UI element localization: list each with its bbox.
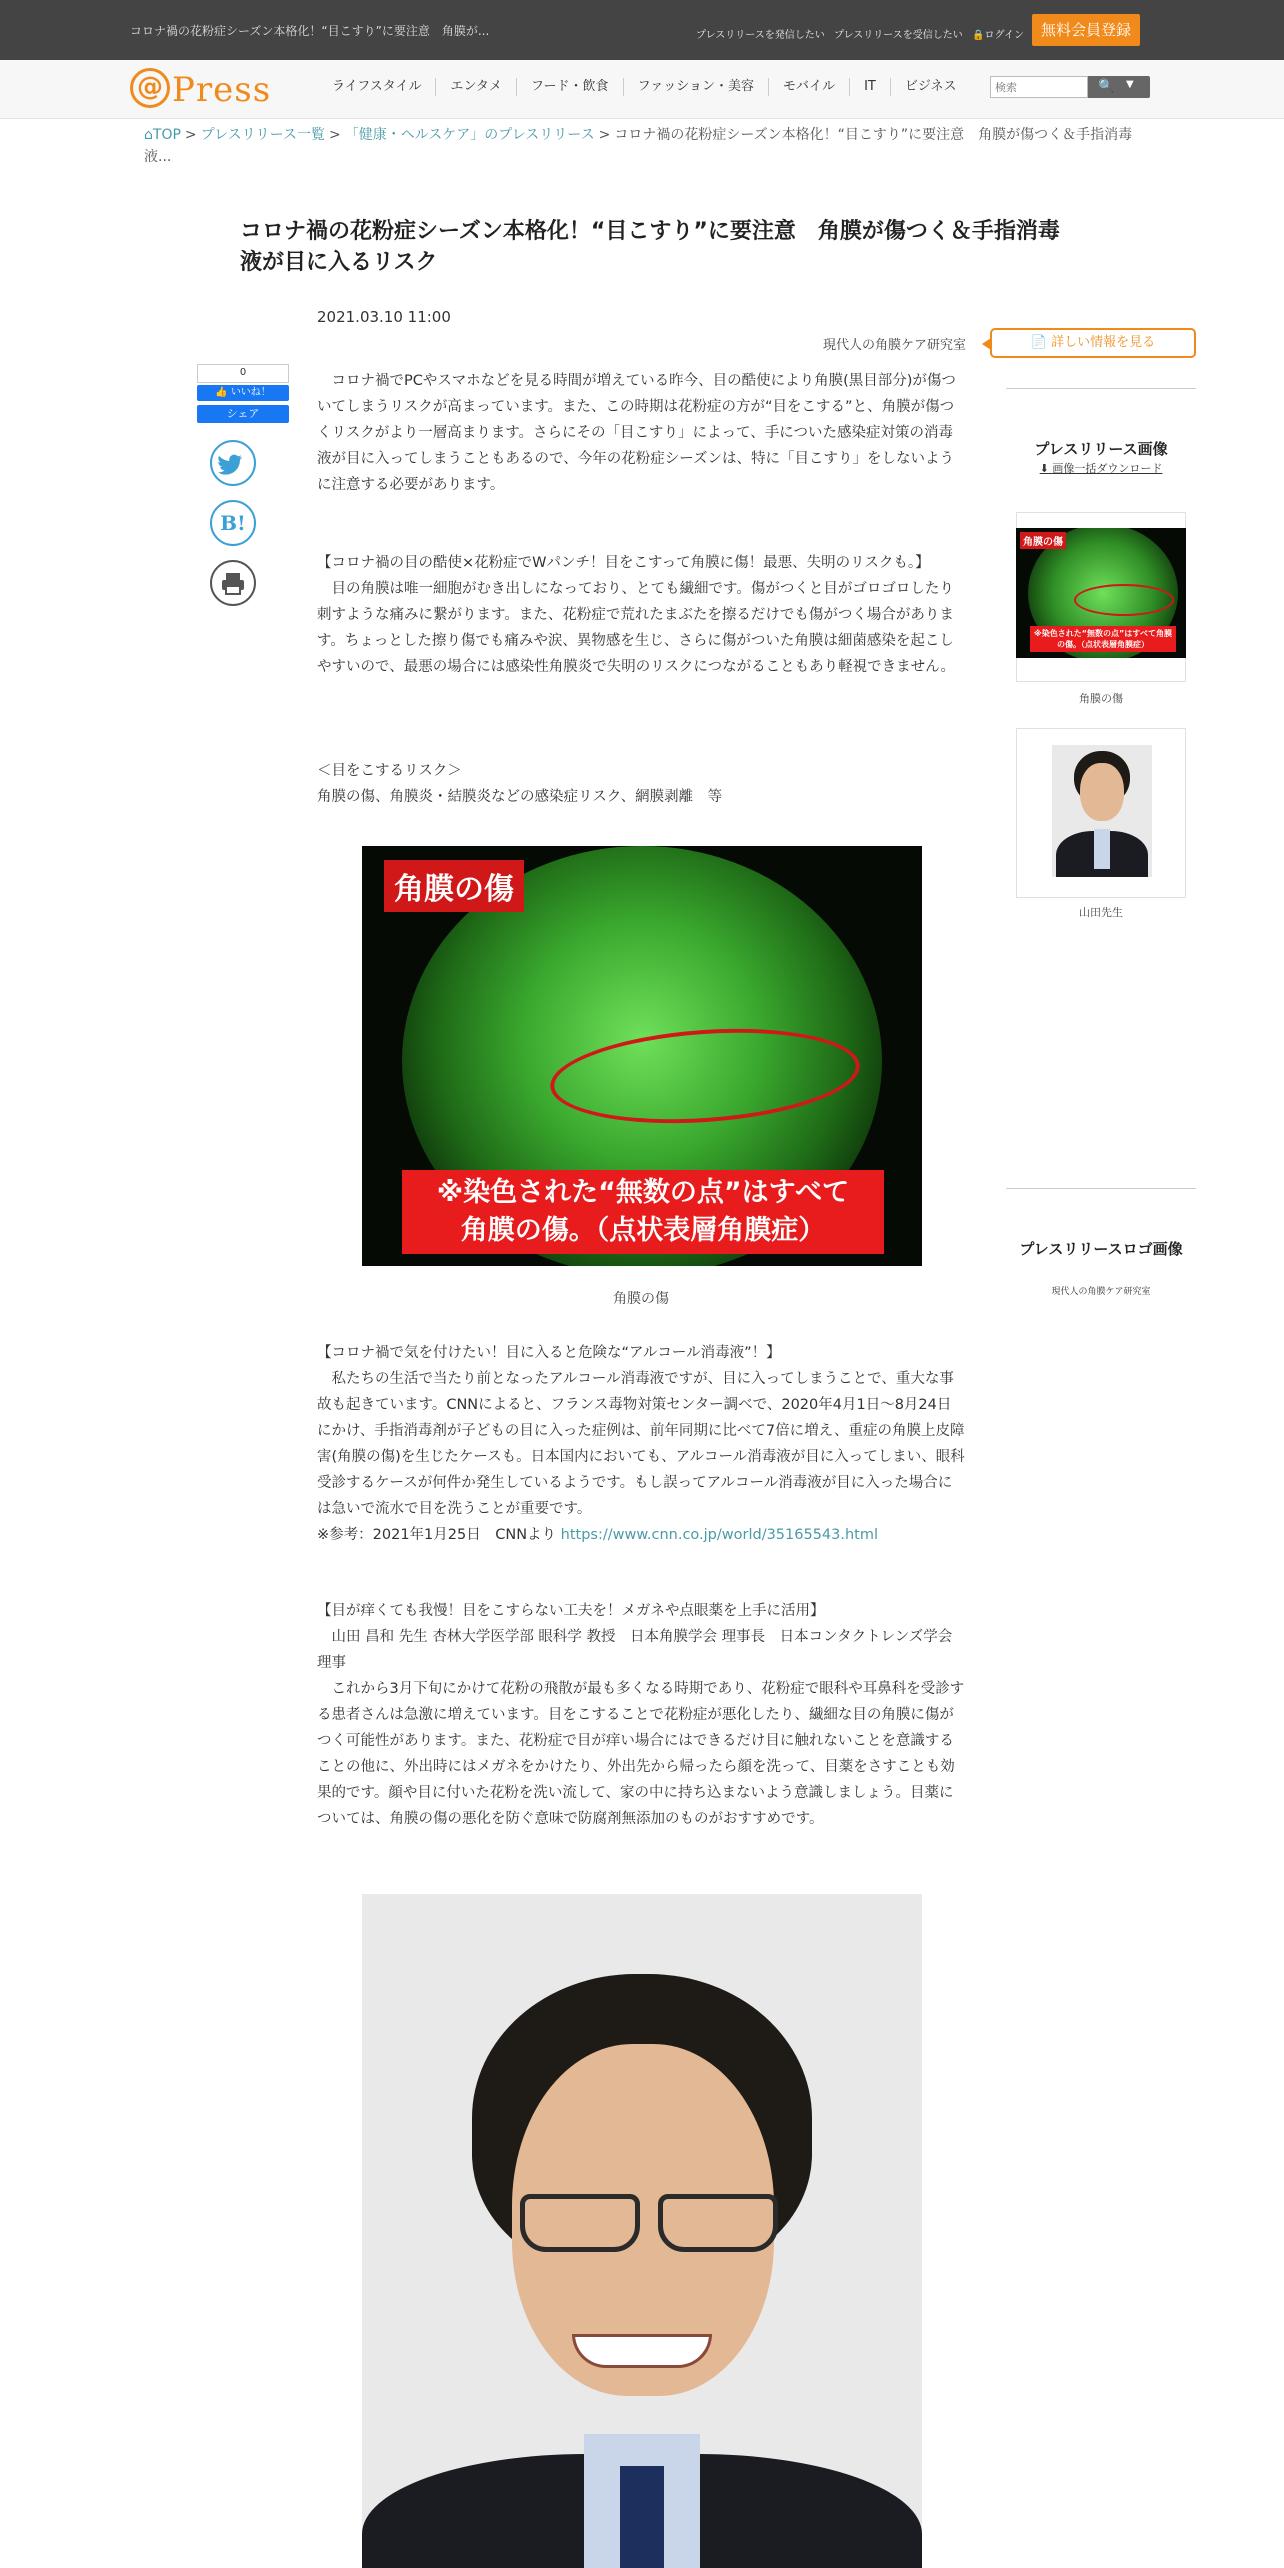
section3-heading: 【目が痒くても我慢！目をこすらない工夫を！メガネや点眼薬を上手に活用】 [317,1603,825,1619]
figure-warning-line2: 角膜の傷。（点状表層角膜症） [460,1215,826,1246]
left-lens [520,2194,640,2252]
section3-byline: 山田 昌和 先生 杏林大学医学部 眼科学 教授 日本角膜学会 理事長 日本コンタクトレンズ学会 理事 [317,1629,953,1671]
thumb-face [1080,763,1124,821]
search-icon: 🔍 [1098,79,1115,94]
nav-item-it[interactable]: IT [849,78,890,96]
figure-warning [402,1170,884,1254]
sidebar-divider [1006,388,1196,389]
detail-info-button[interactable] [990,328,1196,358]
nav-item-food[interactable]: フード・飲食 [516,78,623,96]
intro-paragraph: コロナ禍でPCやスマホなどを見る時間が増えている昨今、目の酷使により角膜(黒目部分)が傷ついてしまうリスクが高まっています。また、この時期は花粉症の方が“目をこする”と、角膜が傷つくリスクがより一層高まります。さらにその「目こすり」によって、手についた感染症対策の消毒液が目に入ってしまうこともあるので、今年の花粉症シーズンは、特に「目こすり」をしないように注意する必要があります。 [317,373,956,493]
cornea-damage-image [362,846,922,1266]
like-label: いいね！ [230,387,271,398]
reference-line [317,1522,965,1548]
section2-heading: 【コロナ禍で気を付けたい！目に入ると危険な“アルコール消毒液”！】 [317,1345,781,1361]
release-date: 2021.03.10 11:00 [317,308,451,326]
cornea-thumbnail[interactable] [1016,528,1186,658]
company-logo-image[interactable]: 現代人の角膜ケア研究室 [1051,1287,1151,1297]
lock-icon: 🔒 [972,30,985,41]
download-icon: ⬇ [1039,462,1049,475]
press-images-heading: プレスリリース画像 [1034,440,1168,458]
print-button[interactable] [210,560,256,606]
risk-heading: ＜目をこするリスク＞ [317,763,462,779]
section2-body: 私たちの生活で当たり前となったアルコール消毒液ですが、目に入ってしまうことで、重大な事故も起きています。CNNによると、フランス毒物対策センター調べで、2020年4月1日～8月24日にかけ、手指消毒剤が子どもの目に入った症例は、前年同期に比べて7倍に増え、重症の角膜上皮障害(角膜の傷)を生じたケースも。日本国内においても、アルコール消毒液が目に入ってしまい、眼科受診するケースが何件か発生しているようです。もし誤ってアルコール消毒液が目に入った場合には急いで流水で目を洗うことが重要です。 [317,1371,965,1517]
twitter-bird-icon [212,442,254,484]
doctor-thumbnail[interactable] [1052,745,1152,877]
site-logo[interactable] [130,68,300,110]
figure-warning-line1: ※染色された“無数の点”はすべて [436,1177,850,1208]
reference-prefix: ※参考：2021年1月25日 CNNより [317,1527,561,1543]
press-logo-heading: プレスリリースロゴ画像 [1019,1240,1183,1258]
portrait-glasses [480,2194,806,2256]
portrait-tie [620,2466,664,2568]
section1 [317,550,965,680]
twitter-share-button[interactable] [210,440,256,486]
nav-item-fashion[interactable]: ファッション・美容 [623,78,768,96]
thumb-2-caption: 山田先生 [1079,906,1123,919]
receive-release-link[interactable]: プレスリリースを受信したい [834,30,963,41]
portrait-smile [572,2334,712,2368]
download-all-images-link[interactable] [1006,460,1196,476]
breadcrumb-top-label: TOP [152,127,181,143]
nav-item-mobile[interactable]: モバイル [768,78,849,96]
caret-down-icon: ▼ [1126,79,1134,90]
breadcrumb-list[interactable]: プレスリリース一覧 [200,127,325,143]
detail-info-label: 詳しい情報を見る [1051,335,1156,350]
top-tagline: コロナ禍の花粉症シーズン本格化！“目こすり”に要注意 角膜が... [130,24,490,38]
nav-item-lifestyle[interactable]: ライフスタイル [332,79,422,94]
section3 [317,1598,965,1832]
sidebar-divider [1006,1188,1196,1189]
page-title: コロナ禍の花粉症シーズン本格化！“目こすり”に要注意 角膜が傷つく＆手指消毒液が目に入るリスク [240,219,1060,275]
cnn-reference-link[interactable]: https://www.cnn.co.jp/world/35165543.html [560,1527,879,1543]
risk-block [317,758,965,810]
breadcrumb-separator: > [184,127,197,143]
company-name[interactable]: 現代人の角膜ケア研究室 [822,338,966,353]
download-all-label: 画像一括ダウンロード [1052,462,1163,475]
breadcrumb-separator: > [598,127,611,143]
document-icon: 📄 [1030,335,1048,350]
breadcrumb-category[interactable]: 「健康・ヘルスケア」のプレスリリース [344,127,595,143]
thumb-ellipse [1074,584,1174,616]
facebook-share-button[interactable]: シェア [197,405,289,423]
nav-item-entertainment[interactable]: エンタメ [435,78,515,96]
search-input[interactable] [990,76,1088,98]
thumb-1-caption: 角膜の傷 [1079,692,1123,705]
section2 [317,1340,965,1548]
logo-wordmark: Press [172,70,272,110]
breadcrumb [144,124,1144,168]
breadcrumb-separator: > [328,127,341,143]
like-count: 0 [197,364,289,383]
home-icon: ⌂ [144,127,153,143]
thumb-warning: ※染色された“無数の点”はすべて角膜の傷。（点状表層角膜症） [1030,626,1176,652]
facebook-like-box [197,364,289,423]
register-button[interactable]: 無料会員登録 [1032,14,1140,46]
risk-body: 角膜の傷、角膜炎・結膜炎などの感染症リスク、網膜剥離 等 [317,789,723,805]
top-bar [0,0,1284,60]
nav-item-business[interactable]: ビジネス [890,78,971,96]
login-link[interactable] [972,26,1024,41]
thumbs-up-icon: 👍 [215,387,228,398]
login-label: ログイン [984,30,1024,41]
category-nav [318,78,970,96]
main-navbar [0,60,1284,119]
breadcrumb-top[interactable] [144,127,181,143]
printer-icon [212,562,254,604]
doctor-portrait-image [362,1894,922,2568]
article-body [317,368,965,498]
section3-body: これから3月下旬にかけて花粉の飛散が最も多くなる時期であり、花粉症で眼科や耳鼻科を受診する患者さんは急激に増えています。目をこすることで花粉症が悪化したり、繊細な目の角膜に傷がつく可能性があります。また、花粉症で目が痒い場合にはできるだけ目に触れないことを意識することの他に、外出時にはメガネをかけたり、外出先から帰ったら顔を洗って、目薬をさすことも効果的です。顔や目に付いた花粉を洗い流して、家の中に持ち込まないよう意識しましょう。目薬については、角膜の傷の悪化を防ぐ意味で防腐剤無添加のものがおすすめです。 [317,1681,965,1827]
section1-body: 目の角膜は唯一細胞がむき出しになっており、とても繊細です。傷がつくと目がゴロゴロしたり刺すような痛みに繋がります。また、花粉症で荒れたまぶたを擦るだけでも傷がつく場合があります。ちょっとした擦り傷でも痛みや涙、異物感を生じ、さらに傷がついた角膜は細菌感染を起こしやすいので、最悪の場合には感染性角膜炎で失明のリスクにつながることもあり軽視できません。 [317,581,955,675]
figure-caption: 角膜の傷 [613,1291,669,1307]
section1-heading: 【コロナ禍の目の酷使×花粉症でWパンチ！目をこすって角膜に傷！最悪、失明のリスクも。】 [317,555,930,571]
thumb-label: 角膜の傷 [1020,532,1066,549]
breadcrumb-current: コロナ禍の花粉症シーズン本格化！“目こすり”に要注意 角膜が傷つく＆手指消毒液... [144,127,1133,165]
facebook-like-button[interactable] [197,385,289,401]
right-lens [658,2194,778,2252]
search-button[interactable] [1088,76,1150,98]
figure-label: 角膜の傷 [384,860,524,912]
send-release-link[interactable]: プレスリリースを発信したい [696,30,825,41]
thumb-shirt [1094,829,1110,869]
logo-at-mark: @ [130,68,170,108]
hatena-bookmark-button[interactable]: B! [210,500,256,546]
